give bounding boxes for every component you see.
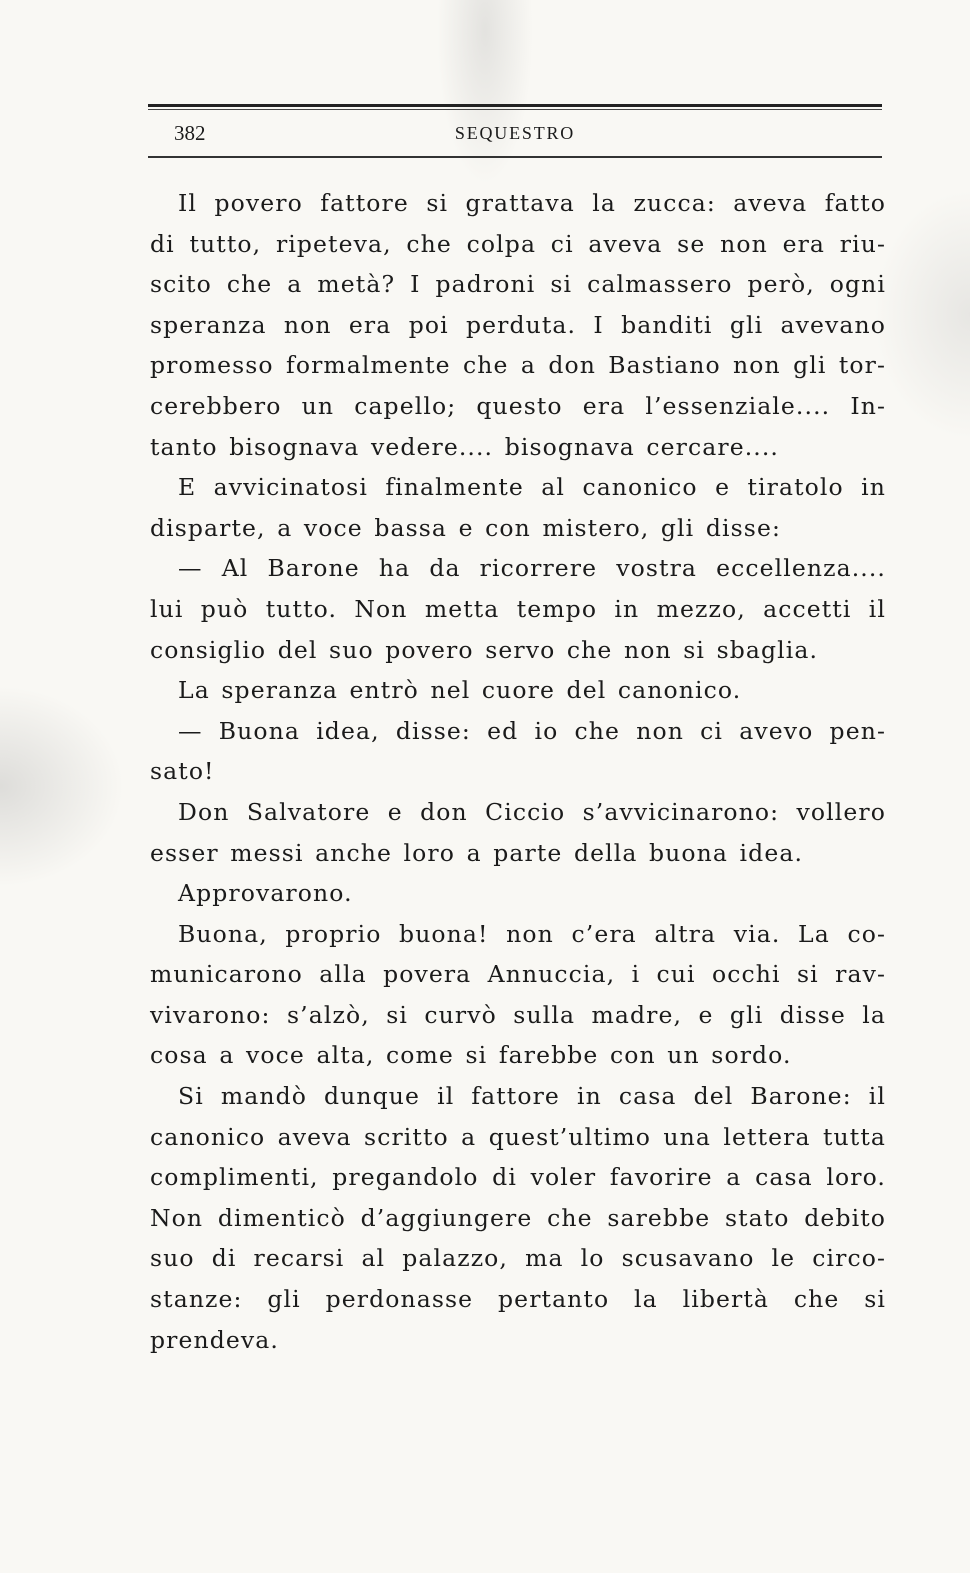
text-line: Si mandò dunque il fattore in casa del Barone: il xyxy=(178,1082,886,1111)
text-line: scito che a metà? I padroni si calmassero però, ogni xyxy=(150,270,886,299)
text-line: promesso formalmente che a don Bastiano non gli tor- xyxy=(150,351,886,380)
text-line: prendeva. xyxy=(150,1325,279,1354)
text-line: municarono alla povera Annuccia, i cui occhi si rav- xyxy=(150,960,886,989)
text-line: vivarono: s’alzò, si curvò sulla madre, e gli disse la xyxy=(150,1000,886,1029)
text-line: sato! xyxy=(150,757,215,786)
text-line: Non dimenticò d’aggiungere che sarebbe stato debito xyxy=(150,1203,886,1232)
text-line: Don Salvatore e don Ciccio s’avvicinarono: vollero xyxy=(178,797,886,826)
text-line: Buona, proprio buona! non c’era altra via. La co- xyxy=(178,919,886,948)
text-line: — Buona idea, disse: ed io che non ci avevo pen- xyxy=(178,716,886,745)
text-line: speranza non era poi perduta. I banditi gli avevano xyxy=(150,310,886,339)
page-number: 382 xyxy=(174,121,206,145)
text-line: stanze: gli perdonasse pertanto la libertà che si xyxy=(150,1285,886,1314)
page-header xyxy=(148,104,882,154)
text-line: disparte, a voce bassa e con mistero, gli disse: xyxy=(150,513,781,542)
header-rule-top xyxy=(148,104,882,107)
text-line: complimenti, pregandolo di voler favorire a casa loro. xyxy=(150,1163,886,1192)
running-title: SEQUESTRO xyxy=(454,123,576,143)
text-line: E avvicinatosi finalmente al canonico e tiratolo in xyxy=(178,473,886,502)
text-line: cerebbero un capello; questo era l’essenziale.... In- xyxy=(150,391,886,420)
body-text xyxy=(150,183,886,1360)
header-rule-top-thin xyxy=(148,109,882,110)
text-line: suo di recarsi al palazzo, ma lo scusavano le circo- xyxy=(150,1244,886,1273)
text-line: — Al Barone ha da ricorrere vostra eccellenza.... xyxy=(178,554,886,583)
text-line: canonico aveva scritto a quest’ultimo una lettera tutta xyxy=(150,1122,886,1151)
text-line: cosa a voce alta, come si farebbe con un sordo. xyxy=(150,1041,792,1070)
text-line: Il povero fattore si grattava la zucca: aveva fatto xyxy=(178,189,886,217)
text-line: lui può tutto. Non metta tempo in mezzo, accetti il xyxy=(150,594,886,623)
text-line: La speranza entrò nel cuore del canonico. xyxy=(178,676,742,705)
text-line: esser messi anche loro a parte della buona idea. xyxy=(150,838,804,867)
text-line: di tutto, ripeteva, che colpa ci aveva se non era riu- xyxy=(150,229,886,258)
header-rule-bottom xyxy=(148,156,882,158)
text-line: consiglio del suo povero servo che non si sbaglia. xyxy=(150,635,819,664)
text-line: tanto bisognava vedere.... bisognava cercare.... xyxy=(150,432,779,461)
text-line: Approvarono. xyxy=(178,879,353,908)
